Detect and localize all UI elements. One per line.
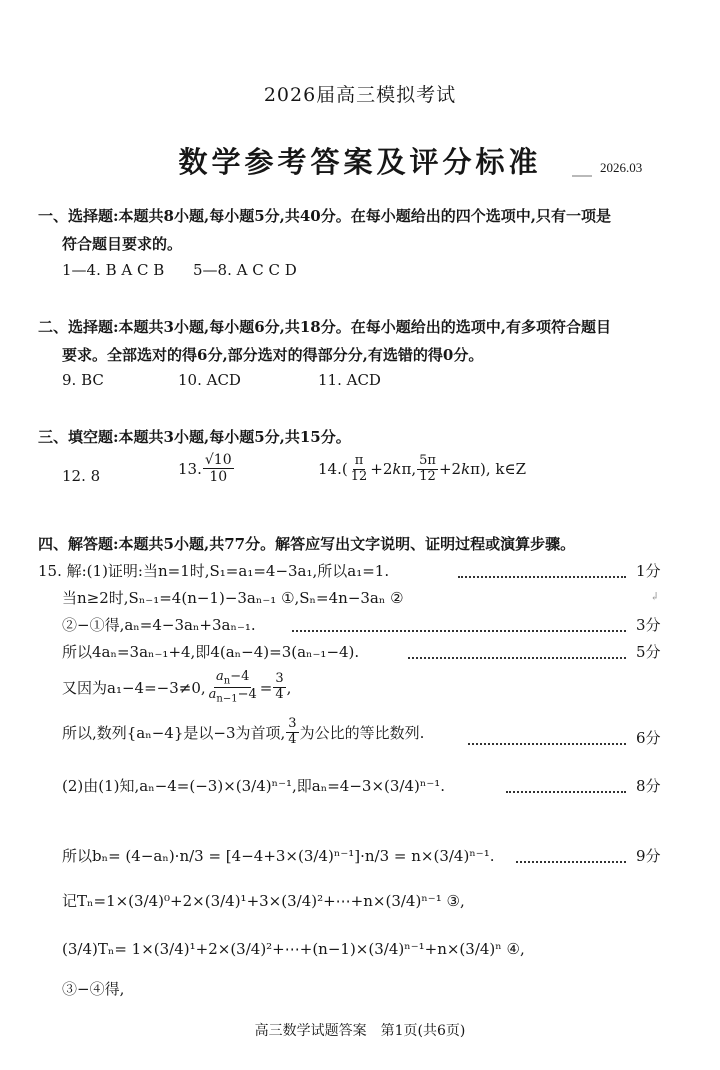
answer-11: 11. ACD bbox=[318, 371, 381, 389]
q15-line-7: (2)由(1)知,aₙ−4=(−3)×(3/4)ⁿ⁻¹,即aₙ=4−3×(3/4)ⁿ⁻¹. bbox=[62, 777, 446, 795]
section2-heading-cont: 要求。全部选对的得6分,部分选对的得部分分,有选错的得0分。 bbox=[62, 346, 484, 364]
section4-heading: 四、解答题:本题共5小题,共77分。解答应写出文字说明、证明过程或演算步骤。 bbox=[38, 535, 576, 553]
answer-14: 14. ( $\frac{\pi}{12}$ +2kπ, $\frac{5\pi}{12}$ +2kπ), k∈Z bbox=[318, 453, 527, 484]
q15-line-1: 15. 解:(1)证明:当n=1时,S₁=a₁=4−3a₁,所以a₁=1. bbox=[38, 562, 390, 580]
answers-1-4: 1—4. B A C B bbox=[62, 261, 165, 279]
section2-heading: 二、选择题:本题共3小题,每小题6分,共18分。在每小题给出的选项中,有多项符合题目 bbox=[38, 318, 611, 336]
date: 2026.03 bbox=[600, 160, 643, 175]
score-6: 6分 bbox=[636, 729, 661, 747]
q15-line-4: 所以4aₙ=3aₙ₋₁+4,即4(aₙ−4)=3(aₙ₋₁−4). bbox=[62, 643, 360, 661]
answer-14-condition: k∈Z bbox=[495, 460, 527, 479]
answer-9: 9. BC bbox=[62, 371, 104, 389]
q15-line-6a: 所以,数列{aₙ−4}是以−3为首项, bbox=[62, 723, 286, 742]
q15-line-5-text: 又因为a₁−4=−3≠0, bbox=[62, 679, 206, 698]
q15-line-9: 记Tₙ=1×(3/4)⁰+2×(3/4)¹+3×(3/4)²+⋯+n×(3/4)ⁿ⁻¹ ③, bbox=[62, 892, 465, 910]
leader-dots bbox=[468, 743, 626, 745]
pen-mark: ↲ bbox=[650, 590, 660, 603]
q15-line-3: ②−①得,aₙ=4−3aₙ+3aₙ₋₁. bbox=[62, 616, 256, 634]
section1-heading: 一、选择题:本题共8小题,每小题5分,共40分。在每小题给出的四个选项中,只有一项是 bbox=[38, 207, 611, 225]
page-footer: 高三数学试题答案 第1页(共6页) bbox=[254, 1023, 466, 1039]
q15-line-6b: 为公比的等比数列. bbox=[299, 723, 425, 742]
section3-heading: 三、填空题:本题共3小题,每小题5分,共15分。 bbox=[38, 428, 351, 446]
q15-line-11: ③−④得, bbox=[62, 980, 125, 998]
q15-line-10: (3/4)Tₙ= 1×(3/4)¹+2×(3/4)²+⋯+(n−1)×(3/4)ⁿ⁻¹+n×(3/4)ⁿ ④, bbox=[62, 940, 525, 958]
score-3: 3分 bbox=[636, 616, 661, 634]
doc-title: 数学参考答案及评分标准 bbox=[178, 145, 542, 179]
q15-line-5: 又因为a₁−4=−3≠0, $\frac{a_n-4}{a_{n-1}-4}$ = $\frac{3}{4}$ , bbox=[62, 669, 292, 705]
answer-13-num: √10 bbox=[204, 452, 232, 468]
leader-dots bbox=[292, 630, 626, 632]
leader-dots bbox=[408, 657, 626, 659]
score-9: 9分 bbox=[636, 847, 661, 865]
leader-dots bbox=[516, 861, 626, 863]
score-4: 5分 bbox=[636, 643, 661, 661]
score-1: 1分 bbox=[636, 562, 661, 580]
answers-5-8: 5—8. A C C D bbox=[193, 261, 297, 279]
answer-13-fraction bbox=[203, 452, 234, 485]
answer-12: 12. 8 bbox=[62, 467, 101, 485]
answer-14-label: 14. bbox=[318, 460, 342, 479]
score-8: 8分 bbox=[636, 777, 661, 795]
q15-line-8: 所以bₙ= (4−aₙ)·n/3 = [4−4+3×(3/4)ⁿ⁻¹]·n/3 = n×(3/4)ⁿ⁻¹. bbox=[62, 847, 495, 865]
q15-line-6: 所以,数列{aₙ−4}是以−3为首项, $\frac{3}{4}$ 为公比的等比数列. bbox=[62, 716, 425, 747]
section1-heading-cont: 符合题目要求的。 bbox=[62, 235, 183, 253]
pen-mark bbox=[572, 175, 592, 177]
answer-13 bbox=[178, 452, 235, 485]
exam-title: 2026届高三模拟考试 bbox=[263, 84, 457, 106]
leader-dots bbox=[506, 791, 626, 793]
answer-10: 10. ACD bbox=[178, 371, 241, 389]
leader-dots bbox=[458, 576, 626, 578]
answer-13-den: 10 bbox=[209, 469, 228, 486]
q15-line-2: 当n≥2时,Sₙ₋₁=4(n−1)−3aₙ₋₁ ①,Sₙ=4n−3aₙ ② bbox=[62, 589, 404, 607]
answer-13-label: 13. bbox=[178, 459, 202, 478]
